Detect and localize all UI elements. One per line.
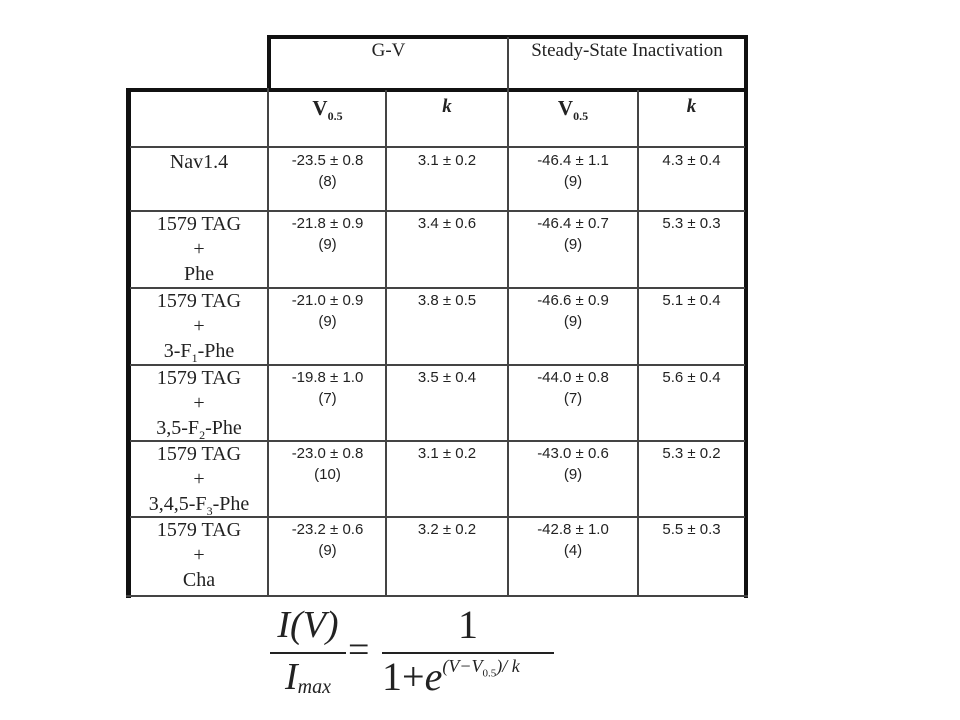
row-label-35f2phe: 1579 TAG + $3,5-F_2$-Phe — [156, 367, 242, 442]
col-header-ssi-v05: $V_{0.5}$ — [557, 96, 589, 124]
row-label-nav14: Nav1.4 — [169, 151, 229, 173]
col-header-gv-k: k — [442, 96, 452, 117]
col-divider-1 — [267, 88, 269, 596]
formula-equals: = — [348, 629, 370, 671]
formula-lhs-numerator: I(V) — [277, 604, 339, 646]
row0-ssi-v05: -46.4 ± 1.1 (9) — [537, 152, 609, 190]
row-label-phe: 1579 TAG + Phe — [156, 213, 242, 285]
row3-ssi-v05: -44.0 ± 0.8 (7) — [537, 369, 609, 407]
group-header-gv: G-V — [371, 40, 406, 61]
group-header-ssi: Steady-State Inactivation — [531, 40, 723, 61]
row2-gv-k: 3.8 ± 0.5 — [417, 292, 477, 309]
row3-ssi-k: 5.6 ± 0.4 — [662, 369, 721, 386]
row3-gv-v05: -19.8 ± 1.0 (7) — [291, 369, 364, 407]
row5-ssi-v05: -42.8 ± 1.0 (4) — [537, 521, 609, 559]
row-label-cha: 1579 TAG + Cha — [156, 519, 242, 591]
formula-rhs-denominator: $1+e(V-V_{0.5})/$ k — [382, 654, 520, 699]
row2-ssi-v05: -46.6 ± 0.9 (9) — [537, 292, 609, 330]
row2-ssi-k: 5.1 ± 0.4 — [662, 292, 721, 309]
row4-ssi-v05: -43.0 ± 0.6 (9) — [537, 445, 609, 483]
row4-gv-k: 3.1 ± 0.2 — [417, 445, 477, 462]
table-right-border — [744, 35, 748, 598]
row0-ssi-k: 4.3 ± 0.4 — [662, 152, 721, 169]
col-header-ssi-k: k — [686, 96, 697, 117]
row1-gv-k: 3.4 ± 0.6 — [417, 215, 477, 232]
row-divider-0 — [130, 146, 745, 148]
row-label-3f1phe: 1579 TAG + $3-F_1$-Phe — [156, 290, 242, 365]
row2-gv-v05: -21.0 ± 0.9 (9) — [291, 292, 364, 330]
formula-lhs-denominator: $I_{max}$ — [285, 656, 331, 699]
row5-ssi-k: 5.5 ± 0.3 — [662, 521, 721, 538]
row1-ssi-v05: -46.4 ± 0.7 (9) — [537, 215, 609, 253]
row0-gv-v05: -23.5 ± 0.8 (8) — [291, 152, 364, 190]
row4-gv-v05: -23.0 ± 0.8 (10) — [291, 445, 364, 483]
formula-lhs-fraction-bar — [270, 652, 346, 654]
row0-gv-k: 3.1 ± 0.2 — [417, 152, 477, 169]
header-bottom-border — [126, 88, 748, 92]
row4-ssi-k: 5.3 ± 0.2 — [662, 445, 721, 462]
row-label-345f3phe: 1579 TAG + $3,4,5-F_3$-Phe — [148, 443, 250, 518]
row5-gv-k: 3.2 ± 0.2 — [417, 521, 477, 538]
table-bottom-edge — [126, 595, 748, 597]
col-header-gv-v05: $V_{0.5}$ — [312, 96, 343, 124]
row1-gv-v05: -21.8 ± 0.9 (9) — [291, 215, 364, 253]
formula-rhs-numerator: 1 — [458, 602, 478, 647]
row5-gv-v05: -23.2 ± 0.6 (9) — [291, 521, 364, 559]
boltzmann-formula — [270, 602, 570, 705]
row1-ssi-k: 5.3 ± 0.3 — [662, 215, 721, 232]
row3-gv-k: 3.5 ± 0.4 — [417, 369, 477, 386]
